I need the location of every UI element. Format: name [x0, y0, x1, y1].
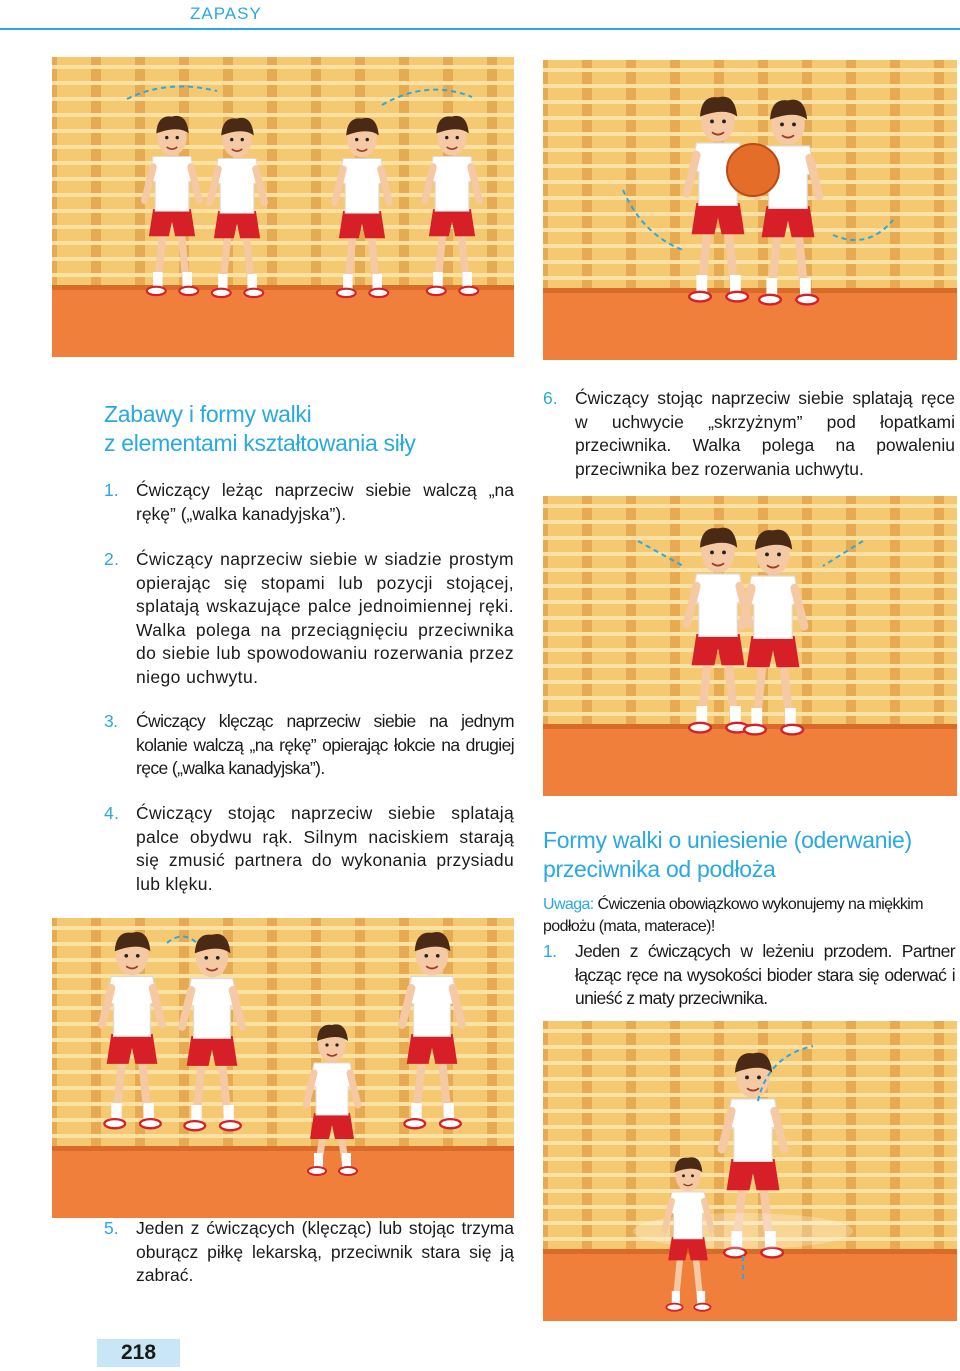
gym-floor	[52, 285, 514, 357]
section1-heading	[104, 400, 514, 458]
list-item-5	[104, 1217, 514, 1288]
list-item-3	[104, 710, 514, 781]
note-label: Uwaga:	[543, 896, 594, 913]
illustration-mid-right	[543, 496, 957, 796]
medicine-ball	[727, 144, 779, 196]
section1-heading-line1: Zabawy i formy walki	[104, 401, 312, 427]
gym-floor	[52, 1146, 514, 1218]
list-item-number: 3.	[104, 711, 118, 731]
list-item-number: 1.	[104, 480, 119, 500]
illustration-top-left	[52, 57, 514, 357]
page-number: 218	[120, 1341, 157, 1364]
list-item-6	[543, 387, 955, 481]
header-rule	[0, 28, 960, 30]
list-item-text: Ćwiczący naprzeciw siebie w siadzie prostym opierając się stopami lub pozycji stojącej, splatają wskazujące palce jednoimiennej ręki. Walka polega na przeciągnięciu przeciwnika do siebie lub spowodowaniu rozerwania przez niego uchwytu.	[136, 549, 514, 687]
list-item-2	[104, 548, 514, 689]
section-label: ZAPASY	[190, 4, 262, 23]
illustration-bottom-left	[52, 918, 514, 1218]
list-item-number: 5.	[104, 1218, 119, 1238]
gym-floor	[543, 1249, 957, 1321]
lift-list-item-1	[543, 940, 955, 1011]
note-text: Ćwiczenia obowiązkowo wykonujemy na miękkim podłożu (mata, materace)!	[543, 896, 923, 935]
section1-heading-line2: z elementami kształtowania siły	[104, 430, 416, 456]
list-item-number: 6.	[543, 388, 558, 408]
list-item-number: 1.	[543, 941, 557, 961]
list-item-text: Ćwiczący klęcząc naprzeciw siebie na jednym kolanie walczą „na rękę” opierając łokcie na drugiej ręce („walka kanadyjska”).	[136, 711, 514, 778]
illustration-top-right	[543, 60, 957, 360]
illustration-bottom-right	[543, 1021, 957, 1321]
gym-floor	[543, 288, 957, 360]
list-item-1	[104, 479, 514, 526]
safety-note	[543, 894, 955, 938]
list-item-text: Ćwiczący stojąc naprzeciw siebie splatają palce obydwu rąk. Silnym naciskiem starają się zmusić partnera do wykonania przysiadu lub klęku.	[136, 803, 514, 894]
section2-heading	[543, 826, 955, 884]
list-item-number: 2.	[104, 549, 120, 569]
list-item-4	[104, 802, 514, 896]
list-item-number: 4.	[104, 803, 120, 823]
section2-heading-line1: Formy walki o uniesienie (oderwanie)	[543, 827, 912, 853]
section2-heading-line2: przeciwnika od podłoża	[543, 856, 776, 882]
list-item-text: Jeden z ćwiczących (klęcząc) lub stojąc trzyma oburącz piłkę lekarską, przeciwnik stara się ją zabrać.	[136, 1218, 514, 1285]
list-item-text: Ćwiczący stojąc naprzeciw siebie splatają ręce w uchwycie „skrzyżnym” pod łopatkami przeciwnika. Walka polega na powaleniu przeciwnika bez rozerwania uchwytu.	[575, 388, 955, 479]
list-item-text: Jeden z ćwiczących w leżeniu przodem. Partner łącząc ręce na wysokości bioder stara się oderwać i unieść z maty przeciwnika.	[575, 941, 955, 1008]
list-item-text: Ćwiczący leżąc naprzeciw siebie walczą „na rękę” („walka kanadyjska”).	[136, 480, 514, 524]
